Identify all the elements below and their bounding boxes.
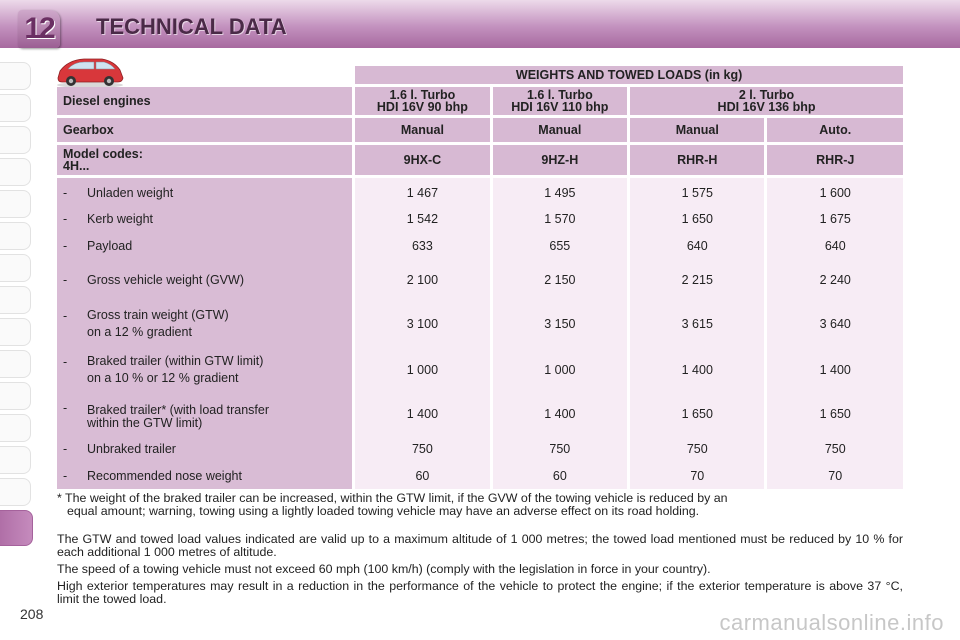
gearbox-value: Manual <box>630 118 764 142</box>
chapter-tab[interactable] <box>0 446 31 474</box>
row-label: Gross vehicle weight (GVW) <box>87 273 244 287</box>
value-column: 1 600 1 675 640 2 240 3 640 1 400 1 650 750 70 <box>767 178 903 489</box>
page-title: TECHNICAL DATA <box>96 14 287 39</box>
gearbox-label: Gearbox <box>57 118 352 142</box>
engine-header: 1.6 l. Turbo HDI 16V 110 bhp <box>493 87 627 115</box>
chapter-tab[interactable] <box>0 382 31 410</box>
chapter-tab-active[interactable] <box>0 510 33 546</box>
table-title: WEIGHTS AND TOWED LOADS (in kg) <box>355 66 903 84</box>
note-temperature: High exterior temperatures may result in a reduction in the performance of the vehicle to protect the engine; if the exterior temperature is above 37 °C, limit the towed load. <box>57 579 903 606</box>
engine-label: Diesel engines <box>57 87 352 115</box>
table-title-row <box>57 66 903 84</box>
row-label: Kerb weight <box>87 211 154 226</box>
row-label: Gross train weight (GTW) <box>87 308 229 322</box>
chapter-tab[interactable] <box>0 222 31 250</box>
row-label-sub: within the GTW limit) <box>87 416 203 430</box>
gearbox-value: Auto. <box>767 118 903 142</box>
model-label: Model codes: 4H... <box>57 145 352 175</box>
row-label: Unbraked trailer <box>87 442 176 456</box>
chapter-tab[interactable] <box>0 318 31 346</box>
row-label-sub: on a 10 % or 12 % gradient <box>87 371 239 385</box>
chapter-badge: 12 <box>18 10 60 48</box>
row-label: Payload <box>87 238 133 253</box>
engine-row <box>57 87 903 115</box>
model-code: RHR-H <box>630 145 764 175</box>
row-label: Unladen weight <box>87 186 174 200</box>
engine-header: 2 l. Turbo HDI 16V 136 bhp <box>630 87 903 115</box>
chapter-tab[interactable] <box>0 478 31 506</box>
model-row <box>57 145 903 175</box>
table-body <box>57 178 903 489</box>
row-label: Braked trailer* (with load transfer <box>87 403 270 417</box>
weights-table <box>57 63 903 492</box>
model-code: 9HX-C <box>355 145 489 175</box>
footnote: * The weight of the braked trailer can be increased, within the GTW limit, if the GVW of the towing vehicle is reduced by an equal amount; warning, towing using a lightly loaded towing vehicle may have an adverse effect on its road holding. <box>57 491 728 518</box>
chapter-tab[interactable] <box>0 350 31 378</box>
watermark: carmanualsonline.info <box>719 610 944 635</box>
row-labels: - Unladen weight - Kerb weight - Payload - Gross vehicle weight (GVW) - Gross train weight (GTW) on a 12 % gradient - Braked trailer (within GTW limit) on a 10 % or 12 % gradient - Braked trailer* (with load transfer within the GTW limit) - Unbraked trailer - Recommended nose weight <box>57 178 352 489</box>
row-label-sub: on a 12 % gradient <box>87 325 192 339</box>
value-column: 1 467 1 542 633 2 100 3 100 1 000 1 400 750 60 <box>355 178 489 489</box>
chapter-tab[interactable] <box>0 94 31 122</box>
value-column: 1 575 1 650 640 2 215 3 615 1 400 1 650 750 70 <box>630 178 764 489</box>
value-column: 1 495 1 570 655 2 150 3 150 1 000 1 400 750 60 <box>493 178 627 489</box>
note-speed: The speed of a towing vehicle must not exceed 60 mph (100 km/h) (comply with the legislation in force in your country). <box>57 562 711 576</box>
row-label: Braked trailer (within GTW limit) <box>87 354 264 368</box>
gearbox-row <box>57 118 903 142</box>
chapter-tab[interactable] <box>0 254 31 282</box>
row-label: Recommended nose weight <box>87 469 242 483</box>
gearbox-value: Manual <box>355 118 489 142</box>
chapter-tab[interactable] <box>0 158 31 186</box>
chapter-tab[interactable] <box>0 62 31 90</box>
chapter-tabs <box>0 60 36 620</box>
chapter-tab[interactable] <box>0 190 31 218</box>
gearbox-value: Manual <box>493 118 627 142</box>
model-code: RHR-J <box>767 145 903 175</box>
chapter-tab[interactable] <box>0 126 31 154</box>
model-code: 9HZ-H <box>493 145 627 175</box>
chapter-tab[interactable] <box>0 414 31 442</box>
chapter-tab[interactable] <box>0 286 31 314</box>
engine-header: 1.6 l. Turbo HDI 16V 90 bhp <box>355 87 489 115</box>
page-number: 208 <box>20 606 44 622</box>
note-altitude: The GTW and towed load values indicated are valid up to a maximum altitude of 1 000 metres; the towed load mentioned must be reduced by 10 % for each additional 1 000 metres of altitude. <box>57 532 903 559</box>
